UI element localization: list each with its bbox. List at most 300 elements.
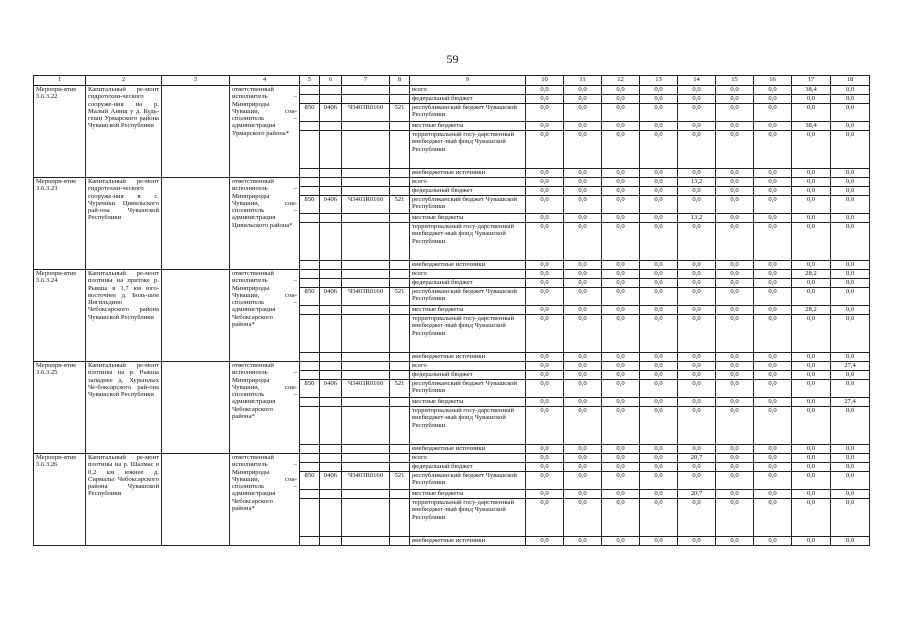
event-number-cell: Меропри-ятие 3.6.3.26 <box>34 454 86 546</box>
amount-cell: 0,0 <box>754 315 792 353</box>
amount-cell: 0,0 <box>678 131 716 169</box>
amount-cell: 0,0 <box>602 315 640 353</box>
table-row <box>34 178 870 187</box>
amount-cell: 0,0 <box>526 380 564 398</box>
table-row <box>34 270 870 279</box>
column-header: 17 <box>792 76 831 86</box>
amount-cell: 0,0 <box>678 472 716 490</box>
code-target-cell <box>342 362 390 371</box>
amount-cell: 0,0 <box>640 398 678 407</box>
table-row <box>34 454 870 463</box>
amount-cell: 28,2 <box>792 270 831 279</box>
amount-cell: 0,0 <box>716 362 754 371</box>
code-target-cell <box>342 454 390 463</box>
code-type-cell: 521 <box>390 104 410 122</box>
code-section-cell <box>320 95 342 104</box>
amount-cell: 0,0 <box>716 95 754 104</box>
funding-source-cell: всего <box>410 86 526 95</box>
amount-cell: 0,0 <box>754 270 792 279</box>
code-target-cell <box>342 306 390 315</box>
amount-cell: 0,0 <box>526 279 564 288</box>
executor-cell: ответственный исполнитель – Минприроды Чувашии, сои-сполнитель – администрация Цивильского района* <box>230 178 300 270</box>
amount-cell: 0,0 <box>526 288 564 306</box>
code-section-cell <box>320 315 342 353</box>
funding-source-cell: федеральный бюджет <box>410 463 526 472</box>
funding-source-cell: республиканский бюджет Чувашской Республики <box>410 104 526 122</box>
code-section-cell <box>320 407 342 445</box>
amount-cell: 0,0 <box>526 537 564 546</box>
amount-cell: 0,0 <box>526 169 564 178</box>
code-type-cell <box>390 279 410 288</box>
amount-cell: 0,0 <box>754 454 792 463</box>
amount-cell: 0,0 <box>526 315 564 353</box>
amount-cell: 38,4 <box>792 122 831 131</box>
funding-source-cell: федеральный бюджет <box>410 95 526 104</box>
amount-cell: 0,0 <box>831 380 870 398</box>
amount-cell: 0,0 <box>716 353 754 362</box>
code-target-cell <box>342 214 390 223</box>
amount-cell: 0,0 <box>678 95 716 104</box>
code-type-cell <box>390 537 410 546</box>
amount-cell: 0,0 <box>716 537 754 546</box>
amount-cell: 0,0 <box>754 407 792 445</box>
amount-cell: 0,0 <box>564 315 602 353</box>
code-section-cell <box>320 490 342 499</box>
column-header: 16 <box>754 76 792 86</box>
executor-cell: ответственный исполнитель – Минприроды Чувашии, сои-сполнитель – администрация Урмарского района* <box>230 86 300 178</box>
amount-cell: 0,0 <box>564 380 602 398</box>
amount-cell: 0,0 <box>564 95 602 104</box>
code-grbs-cell: 850 <box>300 288 320 306</box>
amount-cell: 0,0 <box>640 169 678 178</box>
amount-cell: 0,0 <box>754 499 792 537</box>
amount-cell: 0,0 <box>602 261 640 270</box>
code-target-cell <box>342 398 390 407</box>
amount-cell: 0,0 <box>564 187 602 196</box>
code-section-cell <box>320 445 342 454</box>
code-section-cell <box>320 353 342 362</box>
code-section-cell <box>320 261 342 270</box>
amount-cell: 0,0 <box>640 95 678 104</box>
code-grbs-cell <box>300 86 320 95</box>
amount-cell: 0,0 <box>526 104 564 122</box>
funding-source-cell: территориальный госу-дарственный внебюджет-ный фонд Чувашской Республики <box>410 315 526 353</box>
amount-cell: 0,0 <box>640 315 678 353</box>
amount-cell: 0,0 <box>602 353 640 362</box>
code-type-cell: 521 <box>390 288 410 306</box>
funding-source-cell: внебюджетные источники <box>410 261 526 270</box>
funding-source-cell: федеральный бюджет <box>410 187 526 196</box>
amount-cell: 0,0 <box>716 214 754 223</box>
code-target-cell: Ч3403R0160 <box>342 380 390 398</box>
amount-cell: 0,0 <box>602 445 640 454</box>
amount-cell: 0,0 <box>678 288 716 306</box>
code-grbs-cell <box>300 499 320 537</box>
amount-cell: 0,0 <box>754 223 792 261</box>
amount-cell: 0,0 <box>602 178 640 187</box>
amount-cell: 0,0 <box>716 499 754 537</box>
column-header: 8 <box>390 76 410 86</box>
amount-cell: 0,0 <box>564 122 602 131</box>
column-header: 15 <box>716 76 754 86</box>
executor-cell: ответственный исполнитель – Минприроды Чувашии, сои-сполнитель – администрация Чебоксарского района* <box>230 270 300 362</box>
amount-cell: 0,0 <box>792 315 831 353</box>
amount-cell: 0,0 <box>754 122 792 131</box>
column-header: 4 <box>230 76 300 86</box>
amount-cell: 0,0 <box>716 187 754 196</box>
amount-cell: 0,0 <box>526 362 564 371</box>
code-target-cell: Ч3403R0160 <box>342 104 390 122</box>
code-grbs-cell <box>300 95 320 104</box>
amount-cell: 0,0 <box>526 131 564 169</box>
column-header: 13 <box>640 76 678 86</box>
amount-cell: 13,2 <box>678 178 716 187</box>
code-grbs-cell <box>300 169 320 178</box>
amount-cell: 27,4 <box>831 362 870 371</box>
amount-cell: 0,0 <box>678 306 716 315</box>
amount-cell: 0,0 <box>526 472 564 490</box>
amount-cell: 0,0 <box>716 169 754 178</box>
amount-cell: 0,0 <box>564 463 602 472</box>
column-header: 5 <box>300 76 320 86</box>
code-grbs-cell <box>300 122 320 131</box>
amount-cell: 0,0 <box>831 454 870 463</box>
amount-cell: 0,0 <box>526 270 564 279</box>
column-3-cell <box>162 178 230 270</box>
amount-cell: 0,0 <box>792 178 831 187</box>
amount-cell: 0,0 <box>792 490 831 499</box>
code-grbs-cell <box>300 270 320 279</box>
amount-cell: 0,0 <box>526 398 564 407</box>
funding-source-cell: территориальный госу-дарственный внебюджет-ный фонд Чувашской Республики <box>410 131 526 169</box>
funding-source-cell: всего <box>410 454 526 463</box>
amount-cell: 0,0 <box>792 196 831 214</box>
amount-cell: 0,0 <box>564 169 602 178</box>
amount-cell: 0,0 <box>792 353 831 362</box>
amount-cell: 0,0 <box>716 279 754 288</box>
amount-cell: 0,0 <box>831 499 870 537</box>
amount-cell: 0,0 <box>602 196 640 214</box>
table-row <box>34 86 870 95</box>
code-target-cell <box>342 463 390 472</box>
code-section-cell: 0406 <box>320 196 342 214</box>
code-section-cell <box>320 371 342 380</box>
code-grbs-cell <box>300 214 320 223</box>
amount-cell: 0,0 <box>526 178 564 187</box>
amount-cell: 0,0 <box>602 187 640 196</box>
funding-source-cell: внебюджетные источники <box>410 537 526 546</box>
amount-cell: 0,0 <box>564 270 602 279</box>
code-section-cell <box>320 306 342 315</box>
code-section-cell <box>320 279 342 288</box>
amount-cell: 0,0 <box>678 270 716 279</box>
funding-source-cell: федеральный бюджет <box>410 279 526 288</box>
amount-cell: 0,0 <box>831 270 870 279</box>
amount-cell: 0,0 <box>526 463 564 472</box>
amount-cell: 0,0 <box>640 472 678 490</box>
amount-cell: 0,0 <box>602 306 640 315</box>
amount-cell: 0,0 <box>831 86 870 95</box>
code-type-cell <box>390 454 410 463</box>
amount-cell: 0,0 <box>831 445 870 454</box>
amount-cell: 0,0 <box>754 178 792 187</box>
amount-cell: 0,0 <box>564 371 602 380</box>
code-type-cell <box>390 463 410 472</box>
amount-cell: 0,0 <box>716 270 754 279</box>
code-grbs-cell: 850 <box>300 104 320 122</box>
amount-cell: 0,0 <box>602 537 640 546</box>
code-type-cell <box>390 131 410 169</box>
column-header: 7 <box>342 76 390 86</box>
amount-cell: 13,2 <box>678 214 716 223</box>
code-grbs-cell <box>300 454 320 463</box>
amount-cell: 0,0 <box>792 454 831 463</box>
code-section-cell: 0406 <box>320 472 342 490</box>
code-section-cell <box>320 398 342 407</box>
code-grbs-cell <box>300 131 320 169</box>
column-header: 18 <box>831 76 870 86</box>
code-target-cell <box>342 490 390 499</box>
amount-cell: 0,0 <box>754 445 792 454</box>
amount-cell: 0,0 <box>526 454 564 463</box>
code-target-cell <box>342 270 390 279</box>
code-type-cell <box>390 315 410 353</box>
code-section-cell: 0406 <box>320 380 342 398</box>
code-grbs-cell <box>300 371 320 380</box>
event-description-cell: Капитальный ре-монт гидротехни-ческого сооруже-ния на р. Малый Аниш у д. Кудь-геши Урмарского района Чувашской Республики <box>86 86 162 178</box>
code-type-cell <box>390 398 410 407</box>
event-description-cell: Капитальный ре-монт плотины на р. Рыкша западнее д. Хурынлых Че-боксарского рай-она Чувашской Республики <box>86 362 162 454</box>
amount-cell: 0,0 <box>526 187 564 196</box>
code-section-cell <box>320 86 342 95</box>
amount-cell: 0,0 <box>831 279 870 288</box>
amount-cell: 0,0 <box>564 104 602 122</box>
amount-cell: 0,0 <box>602 371 640 380</box>
column-header: 3 <box>162 76 230 86</box>
amount-cell: 0,0 <box>792 261 831 270</box>
amount-cell: 0,0 <box>564 86 602 95</box>
column-3-cell <box>162 454 230 546</box>
code-type-cell <box>390 407 410 445</box>
amount-cell: 0,0 <box>526 445 564 454</box>
amount-cell: 0,0 <box>640 196 678 214</box>
amount-cell: 0,0 <box>640 380 678 398</box>
table-body <box>34 86 870 546</box>
column-header: 14 <box>678 76 716 86</box>
amount-cell: 0,0 <box>602 131 640 169</box>
code-target-cell <box>342 279 390 288</box>
amount-cell: 0,0 <box>602 362 640 371</box>
amount-cell: 0,0 <box>754 196 792 214</box>
amount-cell: 0,0 <box>716 288 754 306</box>
amount-cell: 0,0 <box>678 169 716 178</box>
amount-cell: 0,0 <box>792 380 831 398</box>
code-type-cell <box>390 499 410 537</box>
executor-cell: ответственный исполнитель – Минприроды Чувашии, сои-сполнитель – администрация Чебоксарского района* <box>230 454 300 546</box>
amount-cell: 0,0 <box>716 315 754 353</box>
amount-cell: 0,0 <box>792 169 831 178</box>
column-header: 6 <box>320 76 342 86</box>
amount-cell: 0,0 <box>640 223 678 261</box>
amount-cell: 0,0 <box>564 472 602 490</box>
amount-cell: 0,0 <box>564 454 602 463</box>
event-description-cell: Капитальный ре-монт гидротехни-ческого сооруже-ния в с. Чурачики Цивильского рай-она Чувашской Республики <box>86 178 162 270</box>
amount-cell: 0,0 <box>564 407 602 445</box>
column-header: 11 <box>564 76 602 86</box>
amount-cell: 0,0 <box>678 86 716 95</box>
amount-cell: 0,0 <box>792 223 831 261</box>
amount-cell: 0,0 <box>640 104 678 122</box>
amount-cell: 0,0 <box>831 288 870 306</box>
funding-source-cell: внебюджетные источники <box>410 353 526 362</box>
amount-cell: 0,0 <box>716 178 754 187</box>
table-row <box>34 362 870 371</box>
code-target-cell <box>342 353 390 362</box>
amount-cell: 0,0 <box>640 362 678 371</box>
amount-cell: 0,0 <box>602 407 640 445</box>
amount-cell: 0,0 <box>678 380 716 398</box>
amount-cell: 0,0 <box>602 463 640 472</box>
amount-cell: 0,0 <box>716 223 754 261</box>
code-target-cell <box>342 223 390 261</box>
code-grbs-cell <box>300 463 320 472</box>
amount-cell: 0,0 <box>640 270 678 279</box>
code-grbs-cell <box>300 178 320 187</box>
amount-cell: 0,0 <box>526 214 564 223</box>
amount-cell: 0,0 <box>640 353 678 362</box>
amount-cell: 0,0 <box>792 407 831 445</box>
amount-cell: 0,0 <box>602 288 640 306</box>
amount-cell: 0,0 <box>640 214 678 223</box>
amount-cell: 0,0 <box>602 398 640 407</box>
event-description-cell: Капитальный ре-монт плотины на р. Шалмас в 0,2 км южнее д. Сирмалы Чебоксарского района Чувашской Республики <box>86 454 162 546</box>
amount-cell: 0,0 <box>716 454 754 463</box>
code-section-cell <box>320 537 342 546</box>
amount-cell: 0,0 <box>526 223 564 261</box>
page-number: 59 <box>446 52 459 66</box>
amount-cell: 0,0 <box>602 380 640 398</box>
column-3-cell <box>162 86 230 178</box>
amount-cell: 27,4 <box>831 398 870 407</box>
amount-cell: 0,0 <box>526 306 564 315</box>
funding-source-cell: местные бюджеты <box>410 306 526 315</box>
code-grbs-cell <box>300 187 320 196</box>
amount-cell: 0,0 <box>792 398 831 407</box>
amount-cell: 0,0 <box>716 445 754 454</box>
code-target-cell <box>342 445 390 454</box>
amount-cell: 0,0 <box>640 187 678 196</box>
amount-cell: 0,0 <box>831 196 870 214</box>
executor-cell: ответственный исполнитель – Минприроды Чувашии, сои-сполнитель – администрация Чебоксарского района* <box>230 362 300 454</box>
funding-source-cell: федеральный бюджет <box>410 371 526 380</box>
amount-cell: 0,0 <box>564 131 602 169</box>
code-grbs-cell: 850 <box>300 380 320 398</box>
code-target-cell <box>342 86 390 95</box>
amount-cell: 0,0 <box>831 490 870 499</box>
amount-cell: 0,0 <box>831 315 870 353</box>
amount-cell: 0,0 <box>640 407 678 445</box>
funding-source-cell: республиканский бюджет Чувашской Республики <box>410 288 526 306</box>
amount-cell: 0,0 <box>792 371 831 380</box>
code-target-cell <box>342 315 390 353</box>
code-target-cell <box>342 537 390 546</box>
amount-cell: 0,0 <box>526 122 564 131</box>
amount-cell: 0,0 <box>831 187 870 196</box>
amount-cell: 0,0 <box>640 306 678 315</box>
code-section-cell <box>320 178 342 187</box>
amount-cell: 0,0 <box>678 223 716 261</box>
event-description-cell: Капитальный ре-монт плотины на притоке р. Рыкша в 1,7 км юго-восточнее д. Боль-шое Янгильдино Чебоксарского района Чувашской Республики <box>86 270 162 362</box>
amount-cell: 0,0 <box>640 454 678 463</box>
funding-source-cell: республиканский бюджет Чувашской Республики <box>410 196 526 214</box>
amount-cell: 0,0 <box>640 463 678 472</box>
code-target-cell <box>342 131 390 169</box>
amount-cell: 0,0 <box>754 288 792 306</box>
amount-cell: 0,0 <box>754 86 792 95</box>
code-target-cell <box>342 499 390 537</box>
amount-cell: 0,0 <box>526 371 564 380</box>
amount-cell: 0,0 <box>678 463 716 472</box>
funding-source-cell: местные бюджеты <box>410 490 526 499</box>
amount-cell: 0,0 <box>640 288 678 306</box>
code-section-cell <box>320 463 342 472</box>
amount-cell: 0,0 <box>678 362 716 371</box>
code-grbs-cell <box>300 362 320 371</box>
code-target-cell: Ч3403R0160 <box>342 288 390 306</box>
amount-cell: 0,0 <box>792 104 831 122</box>
amount-cell: 0,0 <box>564 279 602 288</box>
event-number-cell: Меропри-ятие 3.6.3.24 <box>34 270 86 362</box>
amount-cell: 0,0 <box>602 169 640 178</box>
funding-table <box>33 75 870 546</box>
amount-cell: 0,0 <box>716 122 754 131</box>
amount-cell: 0,0 <box>602 122 640 131</box>
amount-cell: 0,0 <box>754 306 792 315</box>
amount-cell: 0,0 <box>831 178 870 187</box>
amount-cell: 0,0 <box>831 131 870 169</box>
amount-cell: 0,0 <box>564 196 602 214</box>
amount-cell: 0,0 <box>754 353 792 362</box>
funding-source-cell: республиканский бюджет Чувашской Республики <box>410 472 526 490</box>
amount-cell: 0,0 <box>831 407 870 445</box>
code-type-cell <box>390 95 410 104</box>
amount-cell: 0,0 <box>564 261 602 270</box>
code-grbs-cell <box>300 445 320 454</box>
code-type-cell <box>390 270 410 279</box>
code-type-cell <box>390 445 410 454</box>
amount-cell: 0,0 <box>640 445 678 454</box>
amount-cell: 0,0 <box>678 196 716 214</box>
column-header: 12 <box>602 76 640 86</box>
code-grbs-cell <box>300 279 320 288</box>
amount-cell: 0,0 <box>716 371 754 380</box>
code-section-cell <box>320 362 342 371</box>
event-number-cell: Меропри-ятие 3.6.3.23 <box>34 178 86 270</box>
code-section-cell <box>320 223 342 261</box>
amount-cell: 0,0 <box>678 353 716 362</box>
amount-cell: 0,0 <box>678 371 716 380</box>
amount-cell: 0,0 <box>678 279 716 288</box>
funding-source-cell: внебюджетные источники <box>410 445 526 454</box>
amount-cell: 0,0 <box>831 463 870 472</box>
amount-cell: 0,0 <box>678 315 716 353</box>
amount-cell: 0,0 <box>754 131 792 169</box>
amount-cell: 0,0 <box>602 223 640 261</box>
code-grbs-cell <box>300 398 320 407</box>
amount-cell: 20,7 <box>678 490 716 499</box>
amount-cell: 0,0 <box>716 261 754 270</box>
amount-cell: 0,0 <box>754 490 792 499</box>
